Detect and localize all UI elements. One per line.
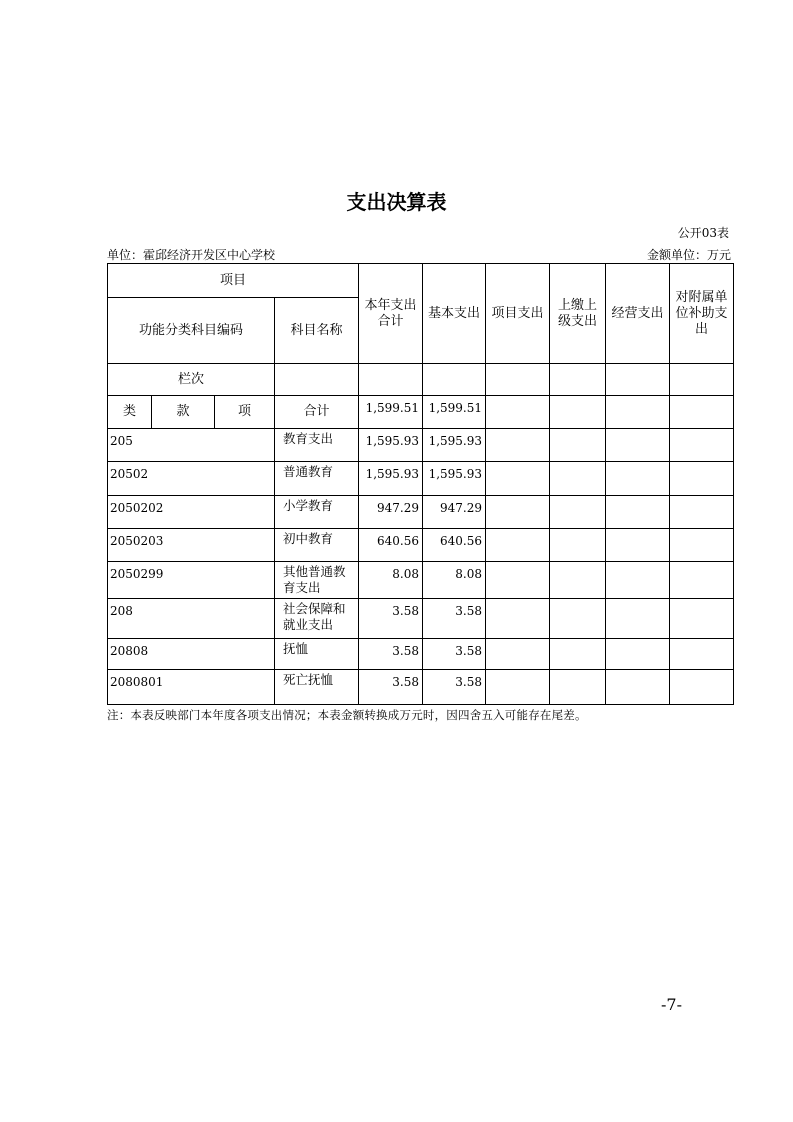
row-basic: 640.56 <box>423 529 486 562</box>
header-name: 科目名称 <box>275 298 359 364</box>
row-code: 2080801 <box>108 670 275 705</box>
row-name: 死亡抚恤 <box>275 670 359 705</box>
row-total: 1,595.93 <box>359 462 423 496</box>
sum-basic: 1,599.51 <box>423 396 486 429</box>
header-operating: 经营支出 <box>606 264 670 364</box>
row-name: 教育支出 <box>275 429 359 462</box>
table-row <box>108 599 734 639</box>
row-code: 205 <box>108 429 275 462</box>
header-remit: 上缴上级支出 <box>550 264 606 364</box>
header-section: 款 <box>152 396 215 429</box>
sum-label: 合计 <box>275 396 359 429</box>
header-code: 功能分类科目编码 <box>108 298 275 364</box>
table-row <box>108 462 734 496</box>
expenditure-table <box>107 263 734 705</box>
row-code: 2050203 <box>108 529 275 562</box>
table-row <box>108 496 734 529</box>
table-row <box>108 670 734 705</box>
row-name: 社会保障和就业支出 <box>275 599 359 639</box>
table-row <box>108 529 734 562</box>
row-total: 8.08 <box>359 562 423 599</box>
row-code: 2050299 <box>108 562 275 599</box>
header-item-sub: 项 <box>215 396 275 429</box>
header-total: 本年支出合计 <box>359 264 423 364</box>
header-project: 项目支出 <box>486 264 550 364</box>
money-unit-label: 金额单位：万元 <box>646 248 731 262</box>
row-basic: 1,595.93 <box>423 429 486 462</box>
row-basic: 3.58 <box>423 599 486 639</box>
row-total: 1,595.93 <box>359 429 423 462</box>
page-number: -7- <box>661 995 682 1014</box>
line-number-label: 栏次 <box>108 364 275 396</box>
page-title: 支出决算表 <box>346 190 447 214</box>
row-basic: 3.58 <box>423 670 486 705</box>
header-class: 类 <box>108 396 152 429</box>
row-code: 20502 <box>108 462 275 496</box>
footnote: 注：本表反映部门本年度各项支出情况；本表金额转换成万元时，因四舍五入可能存在尾差。 <box>107 708 587 722</box>
row-basic: 1,595.93 <box>423 462 486 496</box>
row-code: 208 <box>108 599 275 639</box>
sum-total: 1,599.51 <box>359 396 423 429</box>
header-basic: 基本支出 <box>423 264 486 364</box>
row-total: 3.58 <box>359 599 423 639</box>
row-total: 3.58 <box>359 670 423 705</box>
row-total: 947.29 <box>359 496 423 529</box>
row-total: 640.56 <box>359 529 423 562</box>
row-name: 普通教育 <box>275 462 359 496</box>
row-name: 其他普通教育支出 <box>275 562 359 599</box>
form-number: 公开03表 <box>677 226 729 240</box>
table-row <box>108 639 734 670</box>
row-basic: 947.29 <box>423 496 486 529</box>
unit-label: 单位：霍邱经济开发区中心学校 <box>107 248 276 262</box>
row-code: 2050202 <box>108 496 275 529</box>
row-code: 20808 <box>108 639 275 670</box>
table-row <box>108 429 734 462</box>
row-basic: 3.58 <box>423 639 486 670</box>
row-basic: 8.08 <box>423 562 486 599</box>
row-name: 抚恤 <box>275 639 359 670</box>
row-total: 3.58 <box>359 639 423 670</box>
row-name: 初中教育 <box>275 529 359 562</box>
row-name: 小学教育 <box>275 496 359 529</box>
table-row <box>108 562 734 599</box>
header-subsidy: 对附属单位补助支出 <box>670 264 734 364</box>
header-item: 项目 <box>108 264 359 298</box>
